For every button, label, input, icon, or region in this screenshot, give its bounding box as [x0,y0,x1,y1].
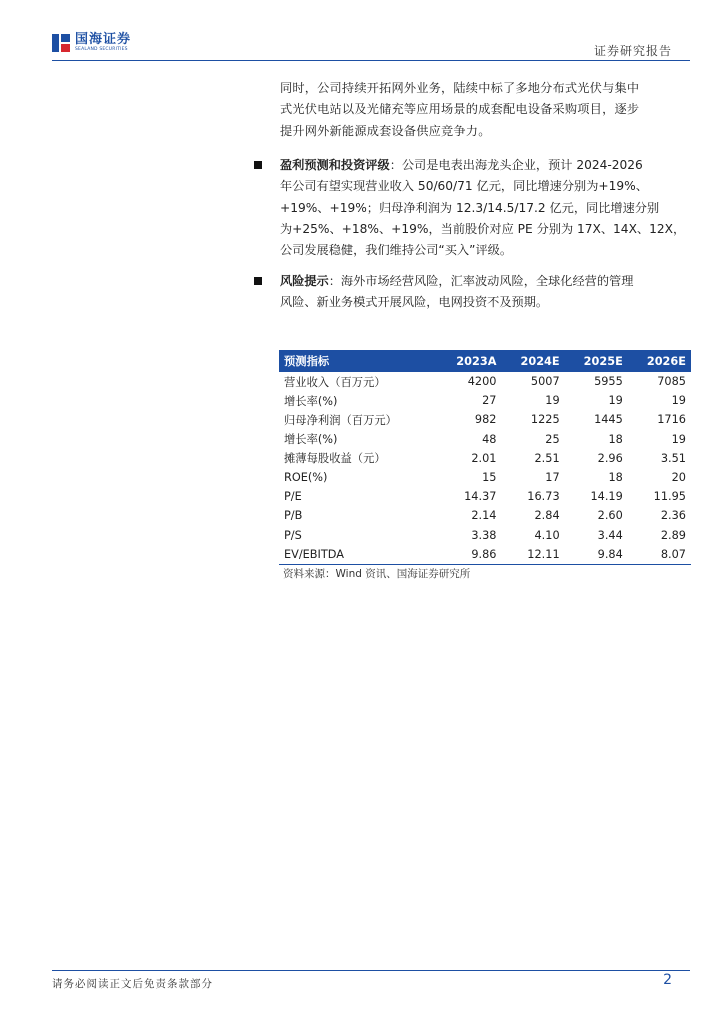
table-cell: 2.96 [597,451,623,465]
table-cell: 27 [482,394,497,408]
table-cell: 9.84 [565,545,628,565]
table-row-label: ROE(%) [284,471,328,485]
table-row [279,391,691,410]
table-cell: 8.07 [628,545,691,565]
table-row-label: 增长率(%) [284,394,338,408]
logo-name-en: SEALAND SECURITIES [75,47,128,53]
table-cell: 2.51 [534,451,560,465]
table-cell: 4200 [467,375,497,389]
table-cell: 2.36 [660,509,686,523]
table-row [279,449,691,468]
table-row [279,506,691,525]
table-row [279,410,691,429]
table-cell: 19 [671,432,686,446]
paragraph-overseas-business [280,78,690,142]
table-cell: 19 [671,394,686,408]
table-row [279,430,691,449]
page-header [0,0,724,62]
bullet-earnings-forecast [280,155,690,261]
table-cell: 3.38 [471,528,497,542]
table-row-label: P/E [284,490,302,504]
bullet-line: 风险、新业务模式开展风险，电网投资不及预期。 [280,295,549,310]
table-row [279,372,691,391]
bullet-line: ：公司是电表出海龙头企业，预计 2024-2026 [389,158,643,172]
table-cell: 1445 [594,413,623,427]
table-cell: 2.84 [534,509,560,523]
table-header-cell: 2024E [501,350,564,372]
report-type-label: 证券研究报告 [593,44,672,58]
table-cell: 2.60 [597,509,623,523]
bullet-risk-warning [280,271,690,314]
table-cell: 14.37 [464,490,497,504]
page-number: 2 [663,972,672,988]
table-cell: 48 [482,432,497,446]
square-bullet-icon [254,161,262,169]
table-cell: 9.86 [437,545,501,565]
square-bullet-icon [254,277,262,285]
table-cell: 20 [671,471,686,485]
table-row-label: 摊薄每股收益（元） [284,452,386,466]
footer-divider [52,970,690,971]
company-logo [52,33,131,53]
bullet-line: 公司发展稳健，我们维持公司“买入”评级。 [280,243,513,258]
bullet-line: +19%、+19%；归母净利润为 12.3/14.5/17.2 亿元，同比增速分别 [280,200,660,215]
table-cell: 7085 [657,375,686,389]
table-row [279,468,691,487]
table-row-label: P/B [284,509,303,523]
paragraph-line: 同时，公司持续开拓网外业务，陆续中标了多地分布式光伏与集中 [280,81,640,95]
table-row-label: EV/EBITDA [279,545,437,565]
bullet-line: 为+25%、+18%、+19%，当前股价对应 PE 分别为 17X、14X、12X， [280,221,686,236]
table-cell: 2.01 [471,451,497,465]
table-body [279,372,691,564]
forecast-table [279,350,691,565]
table-cell: 5007 [530,375,560,389]
table-cell: 18 [608,432,623,446]
table-cell: 16.73 [527,490,560,504]
table-cell: 12.11 [501,545,564,565]
paragraph-line: 提升网外新能源成套设备供应竞争力。 [280,123,491,138]
table-cell: 1225 [530,413,560,427]
table-cell: 11.95 [653,490,686,504]
table-cell: 17 [545,471,560,485]
table-row [279,526,691,545]
table-cell: 2.89 [660,528,686,542]
bullet-line: 年公司有望实现营业收入 50/60/71 亿元，同比增速分别为+19%、 [280,179,648,194]
table-cell: 1716 [657,413,686,427]
table-row-label: 增长率(%) [284,433,338,447]
table-row [279,545,691,565]
header-divider [52,60,690,61]
table-cell: 4.10 [534,528,560,542]
table-cell: 982 [474,413,497,427]
table-header-row [279,350,691,372]
logo-name-cn: 国海证券 [75,32,132,48]
table-cell: 3.44 [597,528,623,542]
table-source-note: 资料来源：Wind 资讯、国海证券研究所 [283,568,471,580]
table-row-label: P/S [284,528,302,542]
disclaimer-note: 请务必阅读正文后免责条款部分 [52,978,213,990]
bullet-title: 盈利预测和投资评级 [280,158,390,172]
table-cell: 15 [482,471,497,485]
table-cell: 3.51 [660,451,686,465]
table-cell: 19 [608,394,623,408]
table-header-cell: 预测指标 [279,350,437,372]
logo-mark-icon [52,34,70,52]
table-header-cell: 2026E [628,350,691,372]
table-cell: 18 [608,471,623,485]
table-cell: 25 [545,432,560,446]
table-cell: 5955 [594,375,623,389]
paragraph-line: 式光伏电站以及光储充等应用场景的成套配电设备采购项目，逐步 [280,102,640,117]
table-header-cell: 2023A [437,350,501,372]
table-cell: 2.14 [471,509,497,523]
table-row [279,487,691,506]
table-header-cell: 2025E [565,350,628,372]
table-cell: 14.19 [590,490,623,504]
bullet-line: ：海外市场经营风险，汇率波动风险，全球化经营的管理 [328,274,634,288]
table-cell: 19 [545,394,560,408]
bullet-title: 风险提示 [280,274,329,288]
table-row-label: 营业收入（百万元） [284,375,386,389]
table-row-label: 归母净利润（百万元） [284,413,397,427]
